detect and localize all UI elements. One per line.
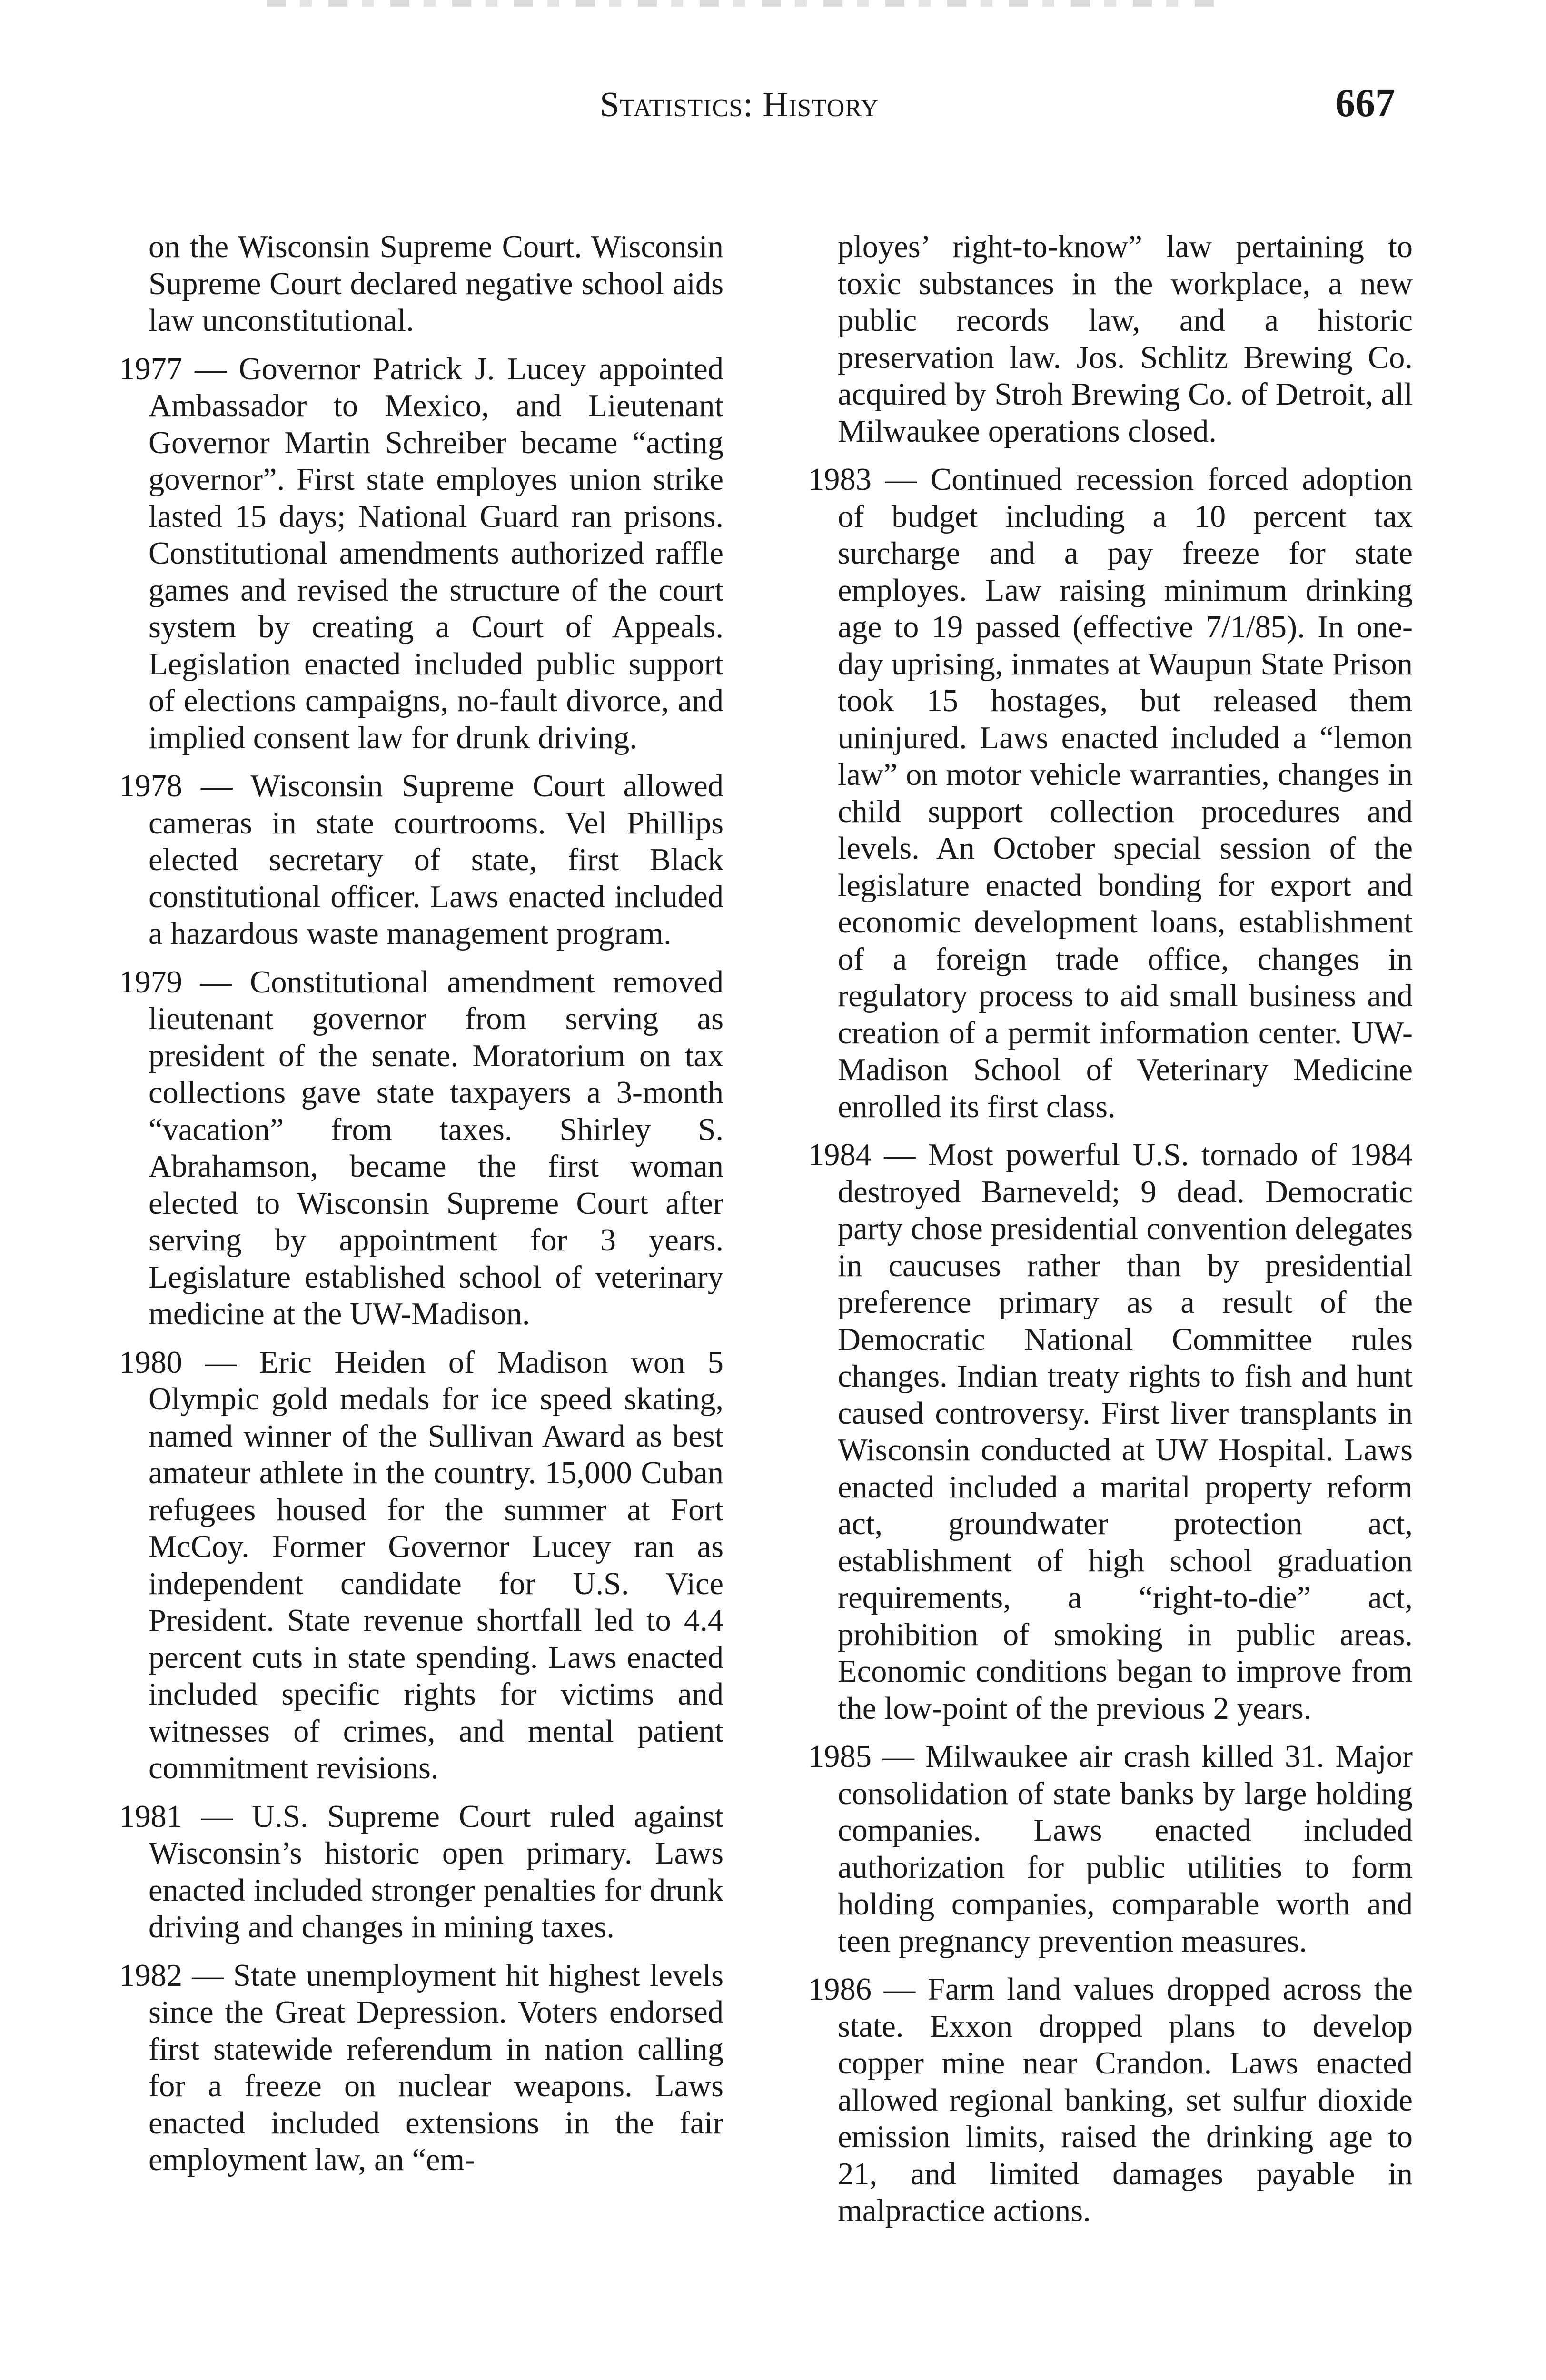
entry-1980: 1980 — Eric Heiden of Madison won 5 Olympic gold medals for ice speed skating, named winner of the Sullivan Award as best amateur athlete in the country. 15,000 Cuban refugees housed for the summer at Fort McCoy. Former Governor Lucey ran as independent candidate for U.S. Vice President. State revenue shortfall led to 4.4 percent cuts in state spending. Laws enacted included specific rights for victims and witnesses of crimes, and mental patient commitment revisions. xyxy=(119,1345,723,1785)
entry-1981: 1981 — U.S. Supreme Court ruled against Wisconsin’s historic open primary. Laws enacted included stronger penalties for drunk driving and changes in mining taxes. xyxy=(119,1799,723,1944)
entry-1977: 1977 — Governor Patrick J. Lucey appointed Ambassador to Mexico, and Lieutenant Governor Martin Schreiber became “acting governor”. First state employes union strike lasted 15 days; National Guard ran prisons. Constitutional amendments authorized raffle games and revised the structure of the court system by creating a Court of Appeals. Legislation enacted included public support of elections campaigns, no-fault divorce, and implied consent law for drunk driving. xyxy=(119,351,723,755)
right-column xyxy=(808,228,1413,2241)
entry-continuation: on the Wisconsin Supreme Court. Wisconsin Supreme Court declared negative school aids law unconstitutional. xyxy=(149,229,723,338)
entry-1979: 1979 — Constitutional amendment removed lieutenant governor from serving as president of the senate. Moratorium on tax collections gave state taxpayers a 3-month “vacation” from taxes. Shirley S. Abrahamson, became the first woman elected to Wisconsin Supreme Court after serving by appointment for 3 years. Legislature established school of veterinary medicine at the UW-Madison. xyxy=(119,964,723,1331)
running-head: Statistics: History xyxy=(600,85,879,124)
entry-1983: 1983 — Continued recession forced adoption of budget including a 10 percent tax surcharge and a pay freeze for state employes. Law raising minimum drinking age to 19 passed (effective 7/1/85). In one-day uprising, inmates at Waupun State Prison took 15 hostages, but released them uninjured. Laws enacted included a “lemon law” on motor vehicle warranties, changes in child support collection procedures and levels. An October special session of the legislature enacted bonding for export and economic development loans, establishment of a foreign trade office, changes in regulatory process to aid small business and creation of a permit information center. UW-Madison School of Veterinary Medicine enrolled its first class. xyxy=(808,462,1413,1124)
entry-1982: 1982 — State unemployment hit highest levels since the Great Depression. Voters endorsed first statewide referendum in nation calling for a freeze on nuclear weapons. Laws enacted included extensions in the fair employment law, an “em- xyxy=(119,1958,723,2177)
page-number: 667 xyxy=(1335,81,1395,125)
entry-1986: 1986 — Farm land values dropped across the state. Exxon dropped plans to develop copper mine near Crandon. Laws enacted allowed regional banking, set sulfur dioxide emission limits, raised the drinking age to 21, and limited damages payable in malpractice actions. xyxy=(808,1972,1413,2228)
scan-artifact xyxy=(267,0,1219,7)
entry-1985: 1985 — Milwaukee air crash killed 31. Major consolidation of state banks by large holding companies. Laws enacted included authorization for public utilities to form holding companies, comparable worth and teen pregnancy prevention measures. xyxy=(808,1739,1413,1959)
left-column xyxy=(119,228,723,2190)
entry-1978: 1978 — Wisconsin Supreme Court allowed cameras in state courtrooms. Vel Phillips elected secretary of state, first Black constitutional officer. Laws enacted included a hazardous waste management program. xyxy=(119,769,723,951)
entry-1984: 1984 — Most powerful U.S. tornado of 1984 destroyed Barneveld; 9 dead. Democratic party chose presidential convention delegates in caucuses rather than by presidential preference primary as a result of the Democratic National Committee rules changes. Indian treaty rights to fish and hunt caused controversy. First liver transplants in Wisconsin conducted at UW Hospital. Laws enacted included a marital property reform act, groundwater protection act, establishment of high school graduation requirements, a “right-to-die” act, prohibition of smoking in public areas. Economic conditions began to improve from the low-point of the previous 2 years. xyxy=(808,1138,1413,1726)
entry-1982-continuation: ployes’ right-to-know” law pertaining to toxic substances in the workplace, a new public records law, and a historic preservation law. Jos. Schlitz Brewing Co. acquired by Stroh Brewing Co. of Detroit, all Milwaukee operations closed. xyxy=(838,229,1413,449)
